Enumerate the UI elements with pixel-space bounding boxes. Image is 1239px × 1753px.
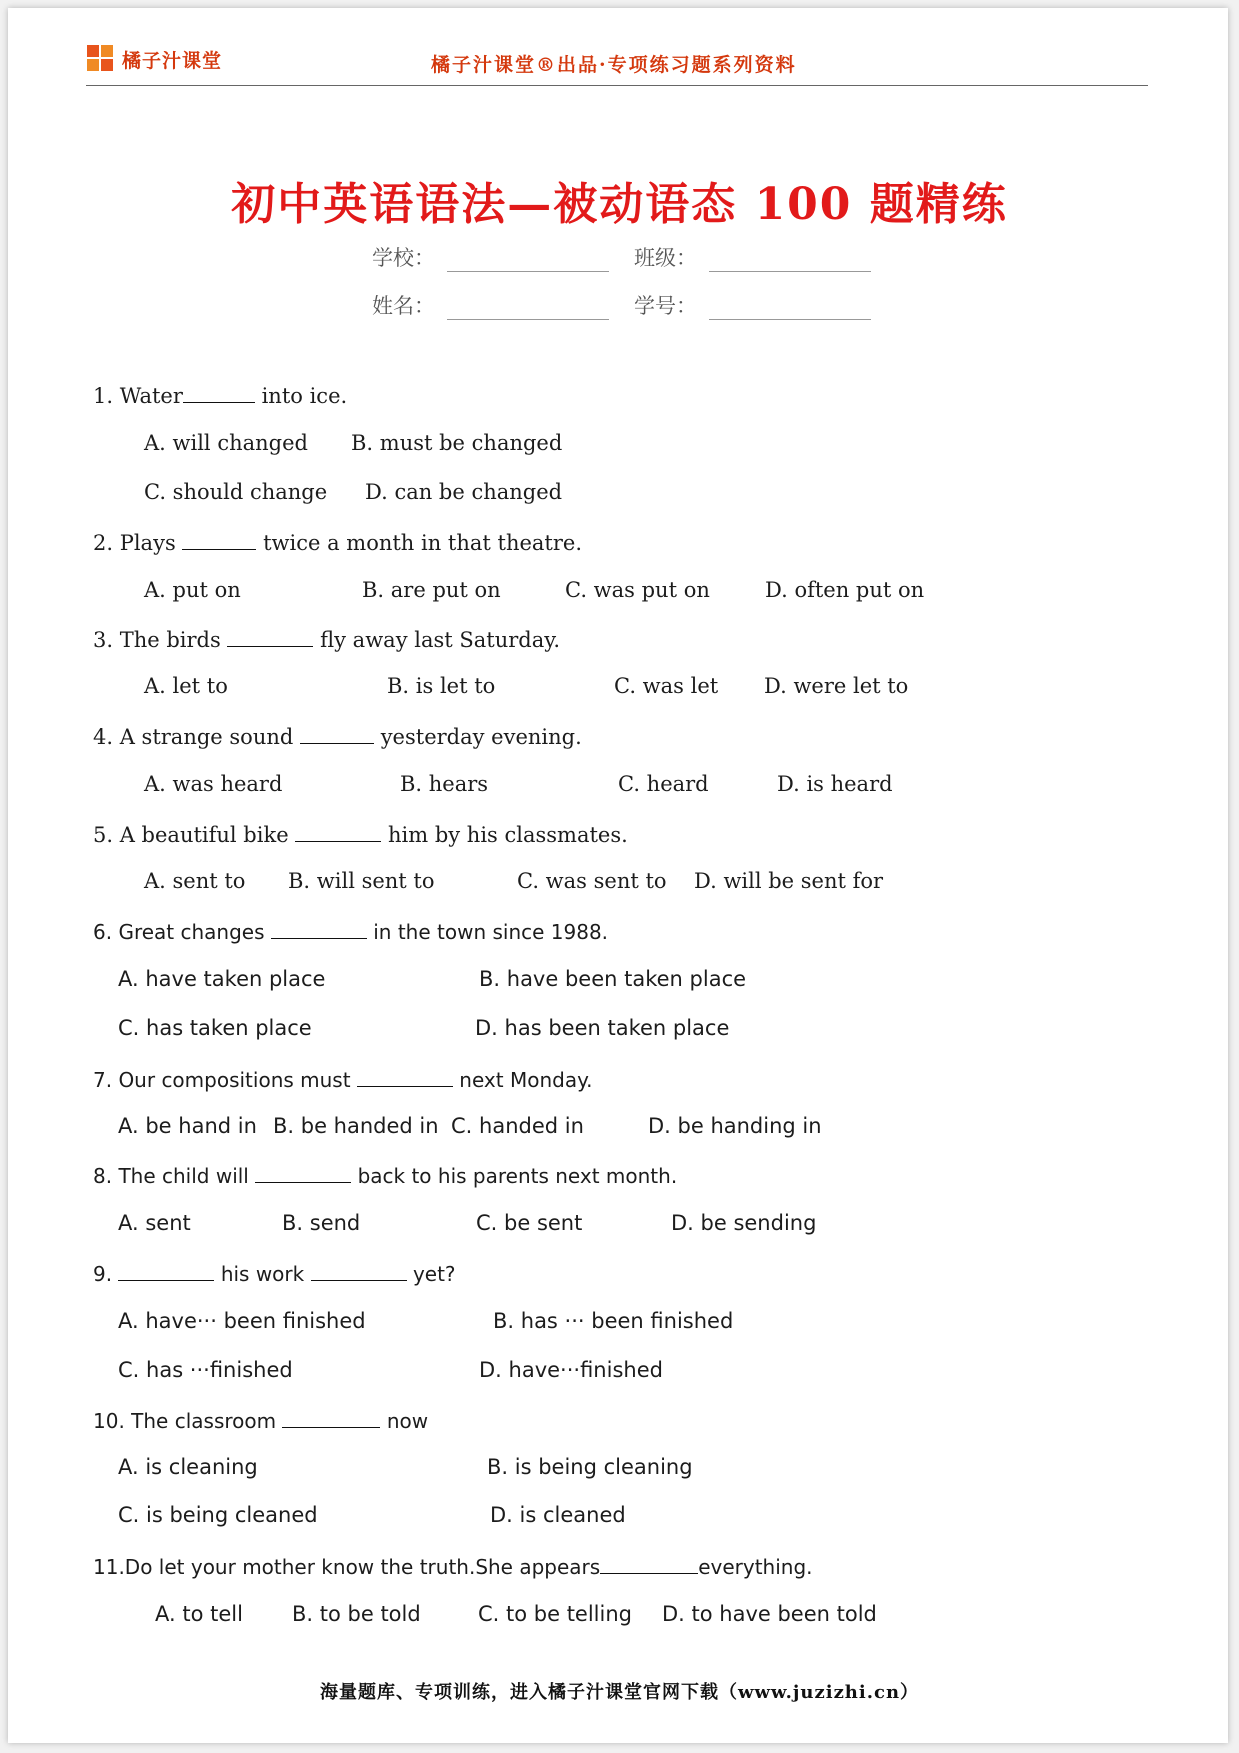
answer-blank[interactable] xyxy=(227,626,313,647)
question-text: fly away last Saturday. xyxy=(320,628,560,652)
answer-blank[interactable] xyxy=(183,382,255,403)
option-1d: D. can be changed xyxy=(365,480,563,504)
name-field xyxy=(372,290,609,320)
question-text: him by his classmates. xyxy=(388,823,628,847)
option-4b: B. hears xyxy=(400,772,489,796)
option-3a: A. let to xyxy=(144,674,228,698)
page-header xyxy=(86,40,1148,86)
question-text: 9. xyxy=(93,1262,113,1286)
question-1 xyxy=(93,382,347,408)
page-footer: 海量题库、专项训练，进入橘子汁课堂官网下载（www.juzizhi.cn） xyxy=(319,1682,920,1703)
question-7 xyxy=(93,1066,592,1092)
option-5c: C. was sent to xyxy=(517,869,667,893)
question-text: 7. Our compositions must xyxy=(93,1068,351,1092)
option-8a: A. sent xyxy=(118,1211,191,1235)
option-8d: D. be sending xyxy=(671,1211,817,1235)
logo-icon xyxy=(86,44,116,74)
option-4a: A. was heard xyxy=(144,772,283,796)
question-text: yesterday evening. xyxy=(380,725,582,749)
question-text: twice a month in that theatre. xyxy=(263,531,583,555)
school-field xyxy=(372,242,609,272)
option-9a: A. have··· been finished xyxy=(118,1309,366,1333)
school-blank[interactable] xyxy=(447,249,609,272)
question-text: 5. A beautiful bike xyxy=(93,823,289,847)
option-8c: C. be sent xyxy=(476,1211,583,1235)
option-9b: B. has ··· been finished xyxy=(493,1309,734,1333)
brand-logo xyxy=(86,44,222,74)
option-3c: C. was let xyxy=(614,674,719,698)
option-8b: B. send xyxy=(282,1211,361,1235)
option-3d: D. were let to xyxy=(764,674,909,698)
option-2a: A. put on xyxy=(144,578,241,602)
answer-blank[interactable] xyxy=(182,529,256,550)
question-5 xyxy=(93,821,628,847)
question-text: his work xyxy=(220,1262,305,1286)
option-5b: B. will sent to xyxy=(288,869,435,893)
option-7a: A. be hand in xyxy=(118,1114,257,1138)
question-text: into ice. xyxy=(261,384,348,408)
class-blank[interactable] xyxy=(709,249,871,272)
option-11d: D. to have been told xyxy=(662,1602,877,1626)
question-text: yet? xyxy=(412,1262,456,1286)
option-6c: C. has taken place xyxy=(118,1016,312,1040)
number-field xyxy=(634,290,871,320)
question-3 xyxy=(93,626,560,652)
question-text: 11.Do let your mother know the truth.She appears xyxy=(93,1555,601,1579)
question-2 xyxy=(93,529,582,555)
question-9 xyxy=(93,1260,456,1286)
question-11 xyxy=(93,1553,813,1579)
option-10c: C. is being cleaned xyxy=(118,1503,318,1527)
option-2c: C. was put on xyxy=(565,578,710,602)
answer-blank[interactable] xyxy=(118,1260,214,1281)
option-11b: B. to be told xyxy=(292,1602,421,1626)
question-text: back to his parents next month. xyxy=(357,1164,678,1188)
option-3b: B. is let to xyxy=(387,674,496,698)
answer-blank[interactable] xyxy=(271,918,367,939)
question-text: 2. Plays xyxy=(93,531,176,555)
number-blank[interactable] xyxy=(709,297,871,320)
school-label: 学校： xyxy=(372,246,435,270)
question-4 xyxy=(93,723,582,749)
option-6d: D. has been taken place xyxy=(475,1016,730,1040)
answer-blank[interactable] xyxy=(255,1162,351,1183)
answer-blank[interactable] xyxy=(311,1260,407,1281)
option-6b: B. have been taken place xyxy=(479,967,747,991)
question-text: 6. Great changes xyxy=(93,920,265,944)
option-7b: B. be handed in xyxy=(273,1114,439,1138)
option-6a: A. have taken place xyxy=(118,967,326,991)
question-6 xyxy=(93,918,608,944)
option-7d: D. be handing in xyxy=(648,1114,822,1138)
option-9d: D. have···finished xyxy=(479,1358,663,1382)
option-1c: C. should change xyxy=(144,480,328,504)
question-text: 3. The birds xyxy=(93,628,221,652)
question-text: in the town since 1988. xyxy=(373,920,609,944)
page-title: 初中英语语法—被动语态 100 题精练 xyxy=(231,179,1008,230)
question-8 xyxy=(93,1162,677,1188)
option-2d: D. often put on xyxy=(765,578,925,602)
name-blank[interactable] xyxy=(447,297,609,320)
logo-text: 橘子汁课堂 xyxy=(122,49,223,72)
option-5d: D. will be sent for xyxy=(694,869,884,893)
answer-blank[interactable] xyxy=(282,1407,380,1428)
option-1b: B. must be changed xyxy=(351,431,563,455)
option-7c: C. handed in xyxy=(451,1114,584,1138)
question-text: everything. xyxy=(698,1555,813,1579)
option-10b: B. is being cleaning xyxy=(487,1455,693,1479)
question-10 xyxy=(93,1407,428,1433)
option-5a: A. sent to xyxy=(144,869,246,893)
question-text: next Monday. xyxy=(459,1068,593,1092)
answer-blank[interactable] xyxy=(300,723,374,744)
question-text: 8. The child will xyxy=(93,1164,249,1188)
option-2b: B. are put on xyxy=(362,578,501,602)
number-label: 学号： xyxy=(634,294,697,318)
question-text: 10. The classroom xyxy=(93,1409,277,1433)
question-text: 1. Water xyxy=(93,384,183,408)
option-10a: A. is cleaning xyxy=(118,1455,258,1479)
option-10d: D. is cleaned xyxy=(490,1503,626,1527)
class-label: 班级： xyxy=(634,246,697,270)
option-1a: A. will changed xyxy=(144,431,308,455)
option-4d: D. is heard xyxy=(777,772,893,796)
option-11a: A. to tell xyxy=(155,1602,243,1626)
option-9c: C. has ···finished xyxy=(118,1358,293,1382)
answer-blank[interactable] xyxy=(357,1066,453,1087)
class-field xyxy=(634,242,871,272)
name-label: 姓名： xyxy=(372,294,435,318)
answer-blank[interactable] xyxy=(295,821,381,842)
question-text: now xyxy=(386,1409,429,1433)
option-11c: C. to be telling xyxy=(478,1602,632,1626)
answer-blank[interactable] xyxy=(600,1553,698,1574)
option-4c: C. heard xyxy=(618,772,709,796)
series-label: 橘子汁课堂®出品·专项练习题系列资料 xyxy=(431,54,797,76)
question-text: 4. A strange sound xyxy=(93,725,294,749)
